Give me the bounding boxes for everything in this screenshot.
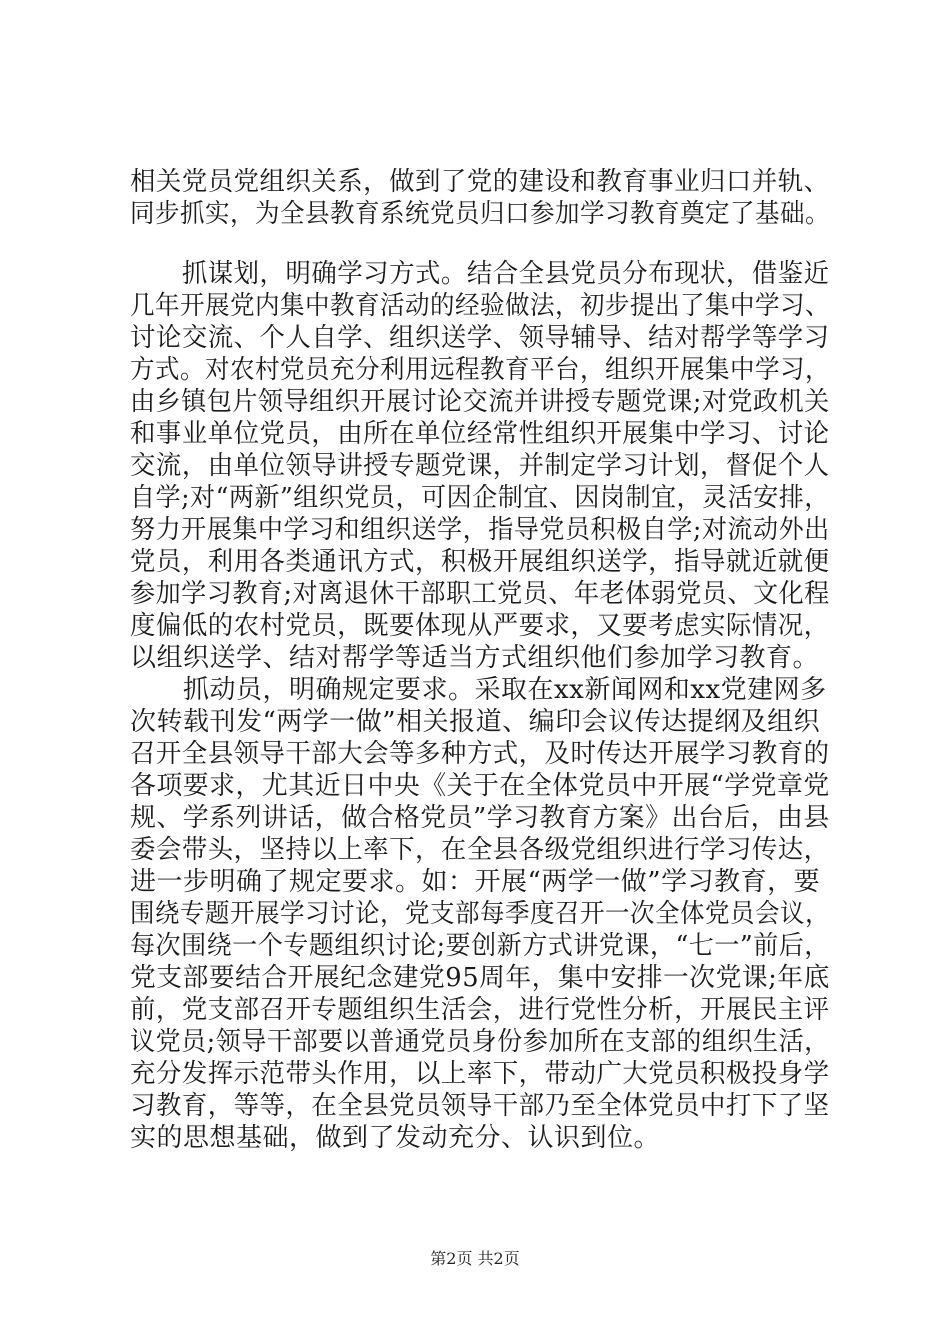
text-line: 实的思想基础，做到了发动充分、认识到位。	[130, 1123, 661, 1153]
text-line: 委会带头，坚持以上率下，在全县各级党组织进行学习传达，	[130, 835, 830, 865]
text-line: 围绕专题开展学习讨论，党支部每季度召开一次全体党员会议，	[130, 899, 831, 929]
text-line: 每次围绕一个专题组织讨论;要创新方式讲党课，“七一”前后，	[130, 931, 830, 961]
text-line: 同步抓实，为全县教育系统党员归口参加学习教育奠定了基础。	[130, 199, 831, 229]
page-number-footer: 第2页 共2页	[430, 1249, 520, 1268]
text-line: 以组织送学、结对帮学等适当方式组织他们参加学习教育。	[130, 643, 820, 673]
text-line: 抓谋划，明确学习方式。结合全县党员分布现状，借鉴近	[130, 259, 830, 289]
text-line: 交流，由单位领导讲授专题党课，并制定学习计划，督促个人	[130, 451, 830, 481]
text-line: 次转载刊发“两学一做”相关报道、编印会议传达提纲及组织	[130, 707, 821, 737]
text-line: 前，党支部召开专题组织生活会，进行党性分析，开展民主评	[130, 995, 830, 1025]
text-line: 和事业单位党员，由所在单位经常性组织开展集中学习、讨论	[130, 419, 830, 449]
text-line: 努力开展集中学习和组织送学，指导党员积极自学;对流动外出	[130, 515, 830, 545]
text-line: 讨论交流、个人自学、组织送学、领导辅导、结对帮学等学习	[130, 323, 830, 353]
text-line: 自学;对“两新”组织党员，可因企制宜、因岗制宜，灵活安排，	[130, 483, 830, 513]
text-line: 党员，利用各类通讯方式，积极开展组织送学，指导就近就便	[130, 547, 830, 577]
text-line: 进一步明确了规定要求。如：开展“两学一做”学习教育，要	[130, 867, 821, 897]
text-line: 规、学系列讲话，做合格党员”学习教育方案》出台后，由县	[130, 803, 830, 833]
text-line: 几年开展党内集中教育活动的经验做法，初步提出了集中学习、	[130, 291, 831, 321]
text-line: 相关党员党组织关系，做到了党的建设和教育事业归口并轨、	[130, 167, 830, 197]
text-line: 方式。对农村党员充分利用远程教育平台，组织开展集中学习，	[130, 355, 831, 385]
text-line: 参加学习教育;对离退休干部职工党员、年老体弱党员、文化程	[130, 579, 830, 609]
text-line: 抓动员，明确规定要求。采取在xx新闻网和xx党建网多	[130, 675, 827, 705]
text-line: 由乡镇包片领导组织开展讨论交流并讲授专题党课;对党政机关	[130, 387, 830, 417]
text-line: 议党员;领导干部要以普通党员身份参加所在支部的组织生活，	[130, 1027, 830, 1057]
text-line: 党支部要结合开展纪念建党95周年，集中安排一次党课;年底	[130, 963, 830, 993]
text-line: 度偏低的农村党员，既要体现从严要求，又要考虑实际情况，	[130, 611, 830, 641]
text-line: 各项要求，尤其近日中央《关于在全体党员中开展“学党章党	[130, 771, 830, 801]
text-line: 充分发挥示范带头作用，以上率下，带动广大党员积极投身学	[130, 1059, 830, 1089]
text-line: 习教育，等等，在全县党员领导干部乃至全体党员中打下了坚	[130, 1091, 830, 1121]
text-line: 召开全县领导干部大会等多种方式，及时传达开展学习教育的	[130, 739, 830, 769]
